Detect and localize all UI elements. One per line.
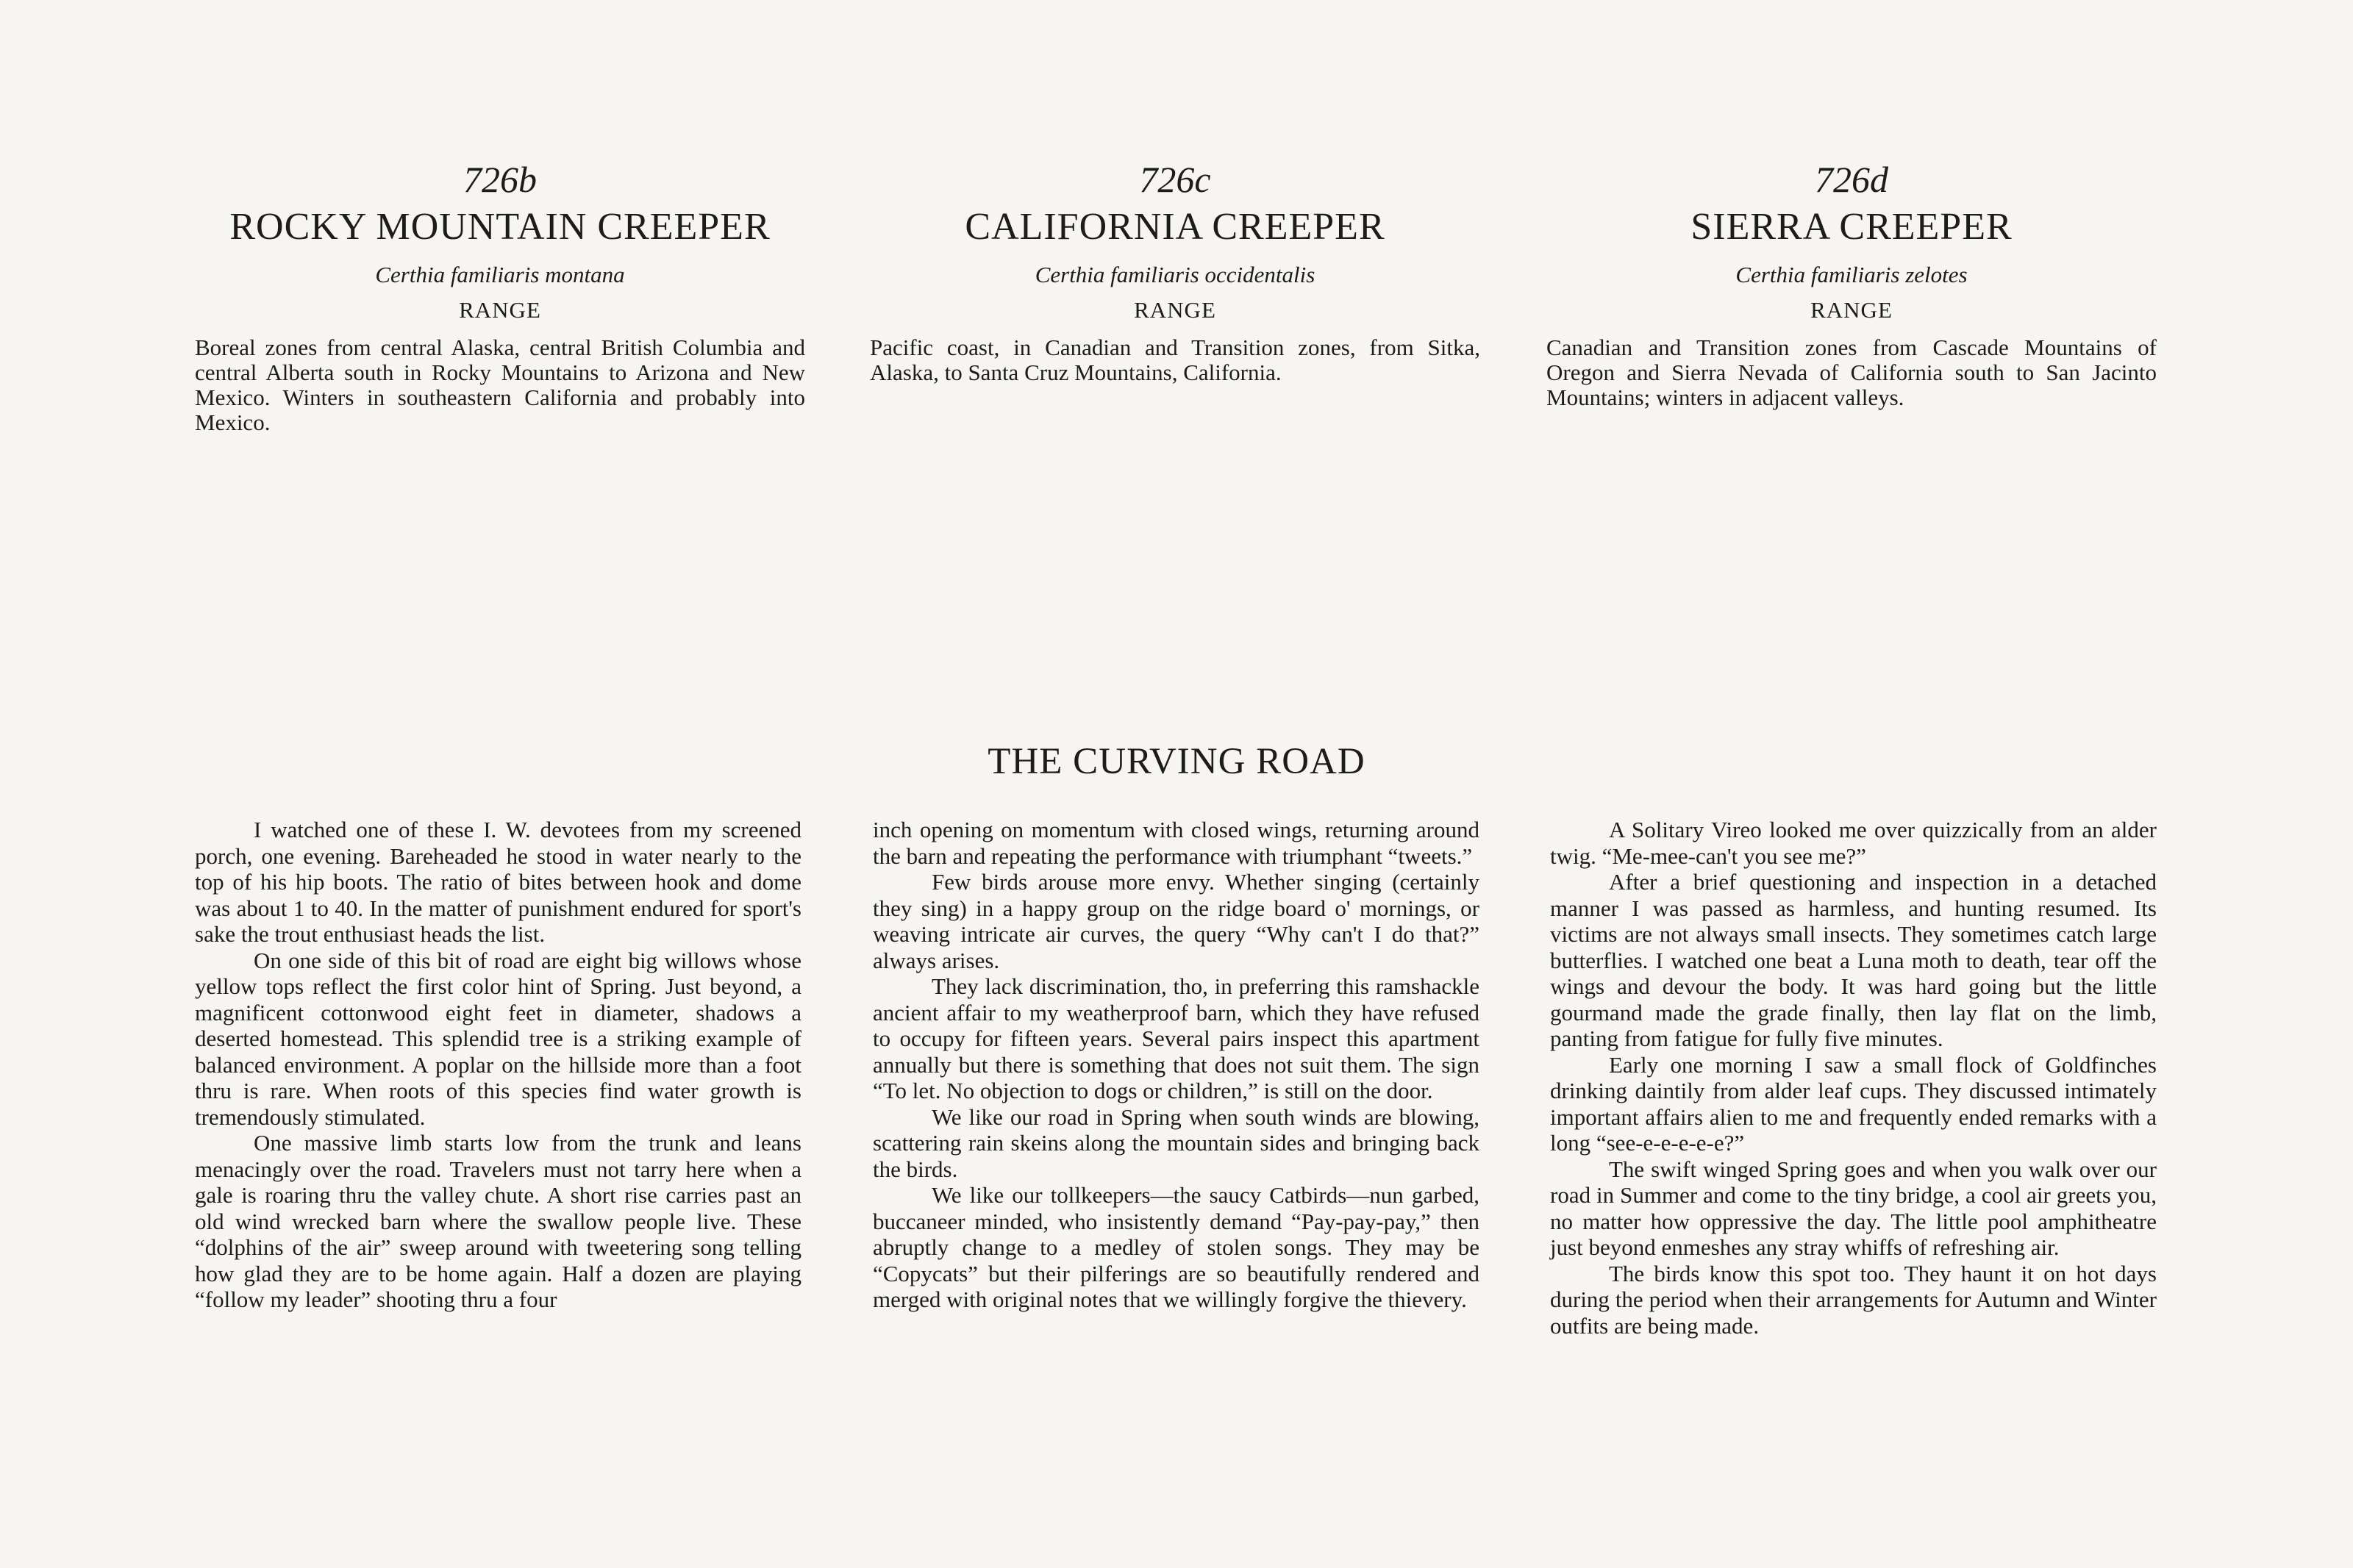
scientific-name: Certhia familiaris montana bbox=[375, 262, 625, 287]
essay-paragraph: One massive limb starts low from the trunk and leans menacingly over the road. Travelers must not tarry here when a gale is roaring thru the valley chute. A short rise carries past an old wind wrecked barn where the swallow people live. These “dolphins of the air” sweep around with tweetering song telling how glad they are to be home again. Half a dozen are playing “follow my leader” shooting thru a four bbox=[195, 1130, 801, 1312]
essay-paragraph: inch opening on momentum with closed wings, returning around the barn and repeating the performance with triumphant “tweets.” bbox=[873, 817, 1479, 869]
range-text: Canadian and Transition zones from Cascade Mountains of Oregon and Sierra Nevada of California south to San Jacinto Mountains; winters in adjacent valleys. bbox=[1546, 334, 2157, 410]
essay-paragraph: Early one morning I saw a small flock of Goldfinches drinking daintily from alder leaf cups. They discussed intimately important affairs alien to me and frequently ended remarks with a long “see-e-e-e-e-e?” bbox=[1550, 1051, 2157, 1156]
species-name: CALIFORNIA CREEPER bbox=[965, 206, 1385, 248]
essay-paragraph: A Solitary Vireo looked me over quizzically from an alder twig. “Me-mee-can't you see me?” bbox=[1550, 817, 2157, 869]
scientific-name: Certhia familiaris zelotes bbox=[1735, 262, 1968, 287]
essay-paragraph: They lack discrimination, tho, in preferring this ramshackle ancient affair to my weatherproof barn, which they have refused to occupy for fifteen years. Several pairs inspect this apartment annually but there is something that does not suit them. The sign “To let. No objection to dogs or children,” is still on the door. bbox=[873, 973, 1479, 1103]
essay-column-1 bbox=[195, 817, 801, 1313]
essay-paragraph: I watched one of these I. W. devotees from my screened porch, one evening. Bareheaded he stood in water nearly to the top of his hip boots. The ratio of bites between hook and dome was about 1 to 40. In the matter of punishment endured for sport's sake the trout enthusiast heads the list. bbox=[195, 817, 801, 947]
essay-paragraph: After a brief questioning and inspection in a detached manner I was passed as harmless, and hunting resumed. Its victims are not always small insects. They sometimes catch large butterflies. I watched one beat a Luna moth to death, tear off the wings and devour the body. It was hard going but the little gourmand made the grade finally, then lay flat on the limb, panting from fatigue for fully five minutes. bbox=[1550, 869, 2157, 1051]
species-number: 726b bbox=[463, 159, 537, 200]
species-entry-726b bbox=[195, 156, 805, 435]
essay-paragraph: The swift winged Spring goes and when you walk over our road in Summer and come to the tiny bridge, a cool air greets you, no matter how oppressive the day. The little pool amphitheatre just beyond enmeshes any stray whiffs of refreshing air. bbox=[1550, 1156, 2157, 1260]
range-text: Boreal zones from central Alaska, central British Columbia and central Alberta south in Rocky Mountains to Arizona and New Mexico. Winters in southeastern California and probably into Mexico. bbox=[195, 334, 805, 435]
essay-column-3 bbox=[1550, 817, 2157, 1339]
essay-title: THE CURVING ROAD bbox=[988, 741, 1365, 782]
species-number: 726c bbox=[1139, 159, 1211, 200]
species-number: 726d bbox=[1815, 159, 1888, 200]
essay-paragraph: We like our tollkeepers—the saucy Catbirds—nun garbed, buccaneer minded, who insistently demand “Pay-pay-pay,” then abruptly change to a medley of stolen songs. They may be “Copycats” but their pilferings are so beautifully rendered and merged with original notes that we willingly forgive the thievery. bbox=[873, 1182, 1479, 1312]
species-name: ROCKY MOUNTAIN CREEPER bbox=[229, 206, 771, 248]
scientific-name: Certhia familiaris occidentalis bbox=[1035, 262, 1315, 287]
essay-paragraph: The birds know this spot too. They haunt it on hot days during the period when their arrangements for Autumn and Winter outfits are being made. bbox=[1550, 1260, 2157, 1339]
species-entry-726d bbox=[1546, 156, 2157, 410]
essay-paragraph: Few birds arouse more envy. Whether singing (certainly they sing) in a happy group on the ridge board o' mornings, or weaving intricate air curves, the query “Why can't I do that?” always arises. bbox=[873, 869, 1479, 973]
essay-paragraph: On one side of this bit of road are eight big willows whose yellow tops reflect the first color hint of Spring. Just beyond, a magnificent cottonwood eight feet in diameter, shadows a deserted homestead. This splendid tree is a striking example of balanced environment. A poplar on the hillside more than a foot thru is rare. When roots of this species find water growth is tremendously stimulated. bbox=[195, 947, 801, 1130]
species-name: SIERRA CREEPER bbox=[1690, 206, 2013, 248]
range-heading: RANGE bbox=[459, 297, 541, 323]
range-heading: RANGE bbox=[1810, 297, 1893, 323]
range-heading: RANGE bbox=[1134, 297, 1216, 323]
range-text: Pacific coast, in Canadian and Transition zones, from Sitka, Alaska, to Santa Cruz Mountains, California. bbox=[870, 334, 1480, 385]
essay-paragraph: We like our road in Spring when south winds are blowing, scattering rain skeins along the mountain sides and bringing back the birds. bbox=[873, 1103, 1479, 1182]
species-entry-726c bbox=[870, 156, 1480, 385]
essay-column-2 bbox=[873, 817, 1479, 1313]
